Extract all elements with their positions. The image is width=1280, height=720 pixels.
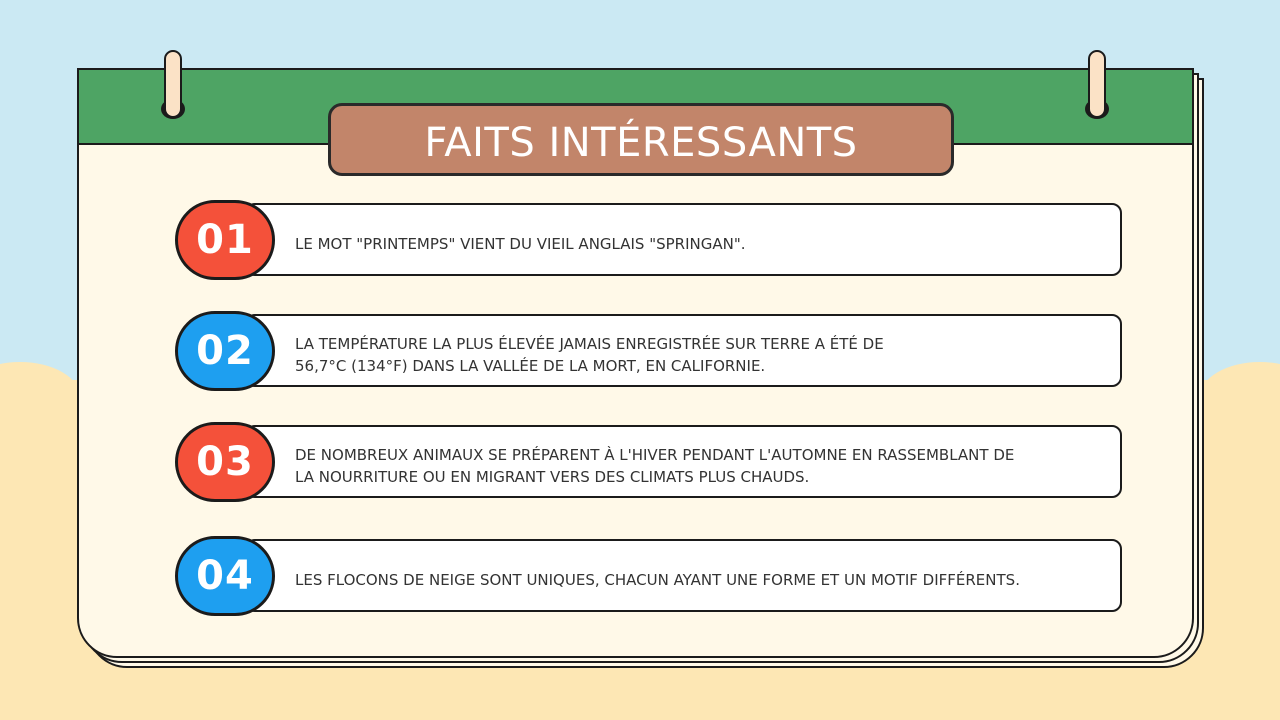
fact-number-badge — [175, 200, 275, 280]
fact-card — [245, 314, 1122, 387]
fact-item — [175, 200, 1127, 284]
fact-item — [175, 311, 1127, 395]
fact-card — [245, 203, 1122, 276]
fact-number-badge — [175, 311, 275, 391]
fact-text: LES FLOCONS DE NEIGE SONT UNIQUES, CHACUN AYANT UNE FORME ET UN MOTIF DIFFÉRENTS. — [295, 570, 1020, 589]
fact-card — [245, 539, 1122, 612]
fact-number: 03 — [196, 439, 254, 485]
fact-number: 02 — [196, 328, 254, 374]
fact-card — [245, 425, 1122, 498]
fact-number-badge — [175, 422, 275, 502]
fact-text: LA TEMPÉRATURE LA PLUS ÉLEVÉE JAMAIS ENREGISTRÉE SUR TERRE A ÉTÉ DE 56,7°C (134°F) DANS LA VALLÉE DE LA MORT, EN CALIFORNIE. — [295, 334, 884, 375]
fact-number-badge — [175, 536, 275, 616]
binder-ring — [164, 50, 182, 118]
binder-ring — [1088, 50, 1106, 118]
fact-text: DE NOMBREUX ANIMAUX SE PRÉPARENT À L'HIVER PENDANT L'AUTOMNE EN RASSEMBLANT DE LA NOURRITURE OU EN MIGRANT VERS DES CLIMATS PLUS CHAUDS. — [295, 445, 1015, 486]
fact-item — [175, 536, 1127, 620]
fact-item — [175, 422, 1127, 506]
fact-number: 04 — [196, 553, 254, 599]
fact-text: LE MOT "PRINTEMPS" VIENT DU VIEIL ANGLAIS "SPRINGAN". — [295, 234, 746, 253]
page-title: FAITS INTÉRESSANTS — [424, 119, 858, 166]
title-banner — [328, 103, 954, 176]
fact-number: 01 — [196, 217, 254, 263]
